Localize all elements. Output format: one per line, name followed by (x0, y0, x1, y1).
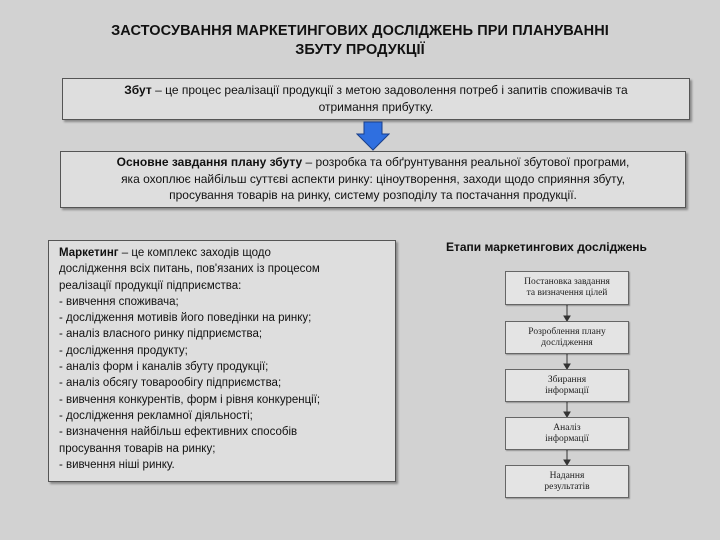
stage-box-4 (505, 417, 629, 450)
marketing-line-6: - дослідження продукту; (59, 344, 188, 357)
stage-5-line-1: Надання (549, 470, 585, 481)
stage-box-1 (505, 271, 629, 305)
marketing-line-12: просування товарів на ринку; (59, 442, 216, 455)
marketing-line-5: - аналіз власного ринку підприємства; (59, 328, 263, 341)
page-title-line-2: ЗБУТУ ПРОДУКЦІЇ (295, 42, 425, 58)
sales-definition-text-2: отримання прибутку. (318, 100, 434, 114)
marketing-text-0: – це комплекс заходів щодо (118, 247, 271, 259)
page-title-line-1: ЗАСТОСУВАННЯ МАРКЕТИНГОВИХ ДОСЛІДЖЕНЬ ПРИ ПЛАНУВАННІ (111, 23, 609, 39)
marketing-line-13: - вивчення ніші ринку. (59, 458, 175, 471)
marketing-line-0 (59, 245, 385, 261)
marketing-definition-box (48, 240, 396, 482)
stage-2-line-2: дослідження (541, 337, 593, 348)
stage-5-line-2: результатів (544, 481, 590, 492)
stage-1-line-2: та визначення цілей (526, 288, 608, 298)
stage-4-line-1: Аналіз (553, 422, 581, 433)
sales-definition-box (62, 78, 690, 120)
stage-3-line-1: Збирання (547, 374, 587, 385)
marketing-line-10: - дослідження рекламної діяльності; (59, 409, 253, 422)
sales-definition-text-1: – це процес реалізації продукції з метою задоволення потреб і запитів споживачів та (151, 83, 628, 97)
marketing-term: Маркетинг (59, 247, 119, 259)
plan-task-line-1 (67, 154, 679, 171)
marketing-line-9: - вивчення конкурентів, форм і рівня конкуренції; (59, 393, 321, 406)
stage-1-line-1: Постановка завдання (524, 277, 610, 287)
marketing-line-7: - аналіз форм і каналів збуту продукції; (59, 361, 269, 374)
marketing-line-3: - вивчення споживача; (59, 295, 179, 308)
page-title (30, 22, 690, 60)
stage-box-3 (505, 369, 629, 402)
stage-4-line-2: інформації (545, 433, 589, 444)
sales-term: Збут (124, 83, 152, 97)
marketing-line-8: - аналіз обсягу товарообігу підприємства; (59, 377, 282, 390)
plan-task-box (60, 151, 686, 208)
plan-task-text-3: просування товарів на ринку, систему розподілу та постачання продукції. (169, 188, 577, 202)
marketing-line-2: реалізації продукції підприємства: (59, 279, 242, 292)
plan-task-text-2: яка охоплює найбільш суттєві аспекти ринку: ціноутворення, заходи щодо сприяння збуту, (121, 171, 625, 186)
stage-3-line-2: інформації (545, 385, 589, 396)
plan-task-text-1: – розробка та обґрунтування реальної збутової програми, (302, 155, 630, 169)
stages-title: Етапи маркетингових досліджень (446, 240, 647, 254)
stage-box-2 (505, 321, 629, 354)
marketing-line-1: дослідження всіх питань, пов'язаних із процесом (59, 263, 320, 276)
plan-task-term: Основне завдання плану збуту (116, 155, 303, 169)
down-arrow-icon (356, 121, 390, 151)
sales-definition-line-1 (71, 82, 681, 99)
stage-box-5 (505, 465, 629, 498)
marketing-line-11: - визначення найбільш ефективних способів (59, 426, 298, 439)
marketing-line-4: - дослідження мотивів його поведінки на ринку; (59, 312, 312, 325)
stage-2-line-1: Розроблення плану (528, 326, 606, 337)
